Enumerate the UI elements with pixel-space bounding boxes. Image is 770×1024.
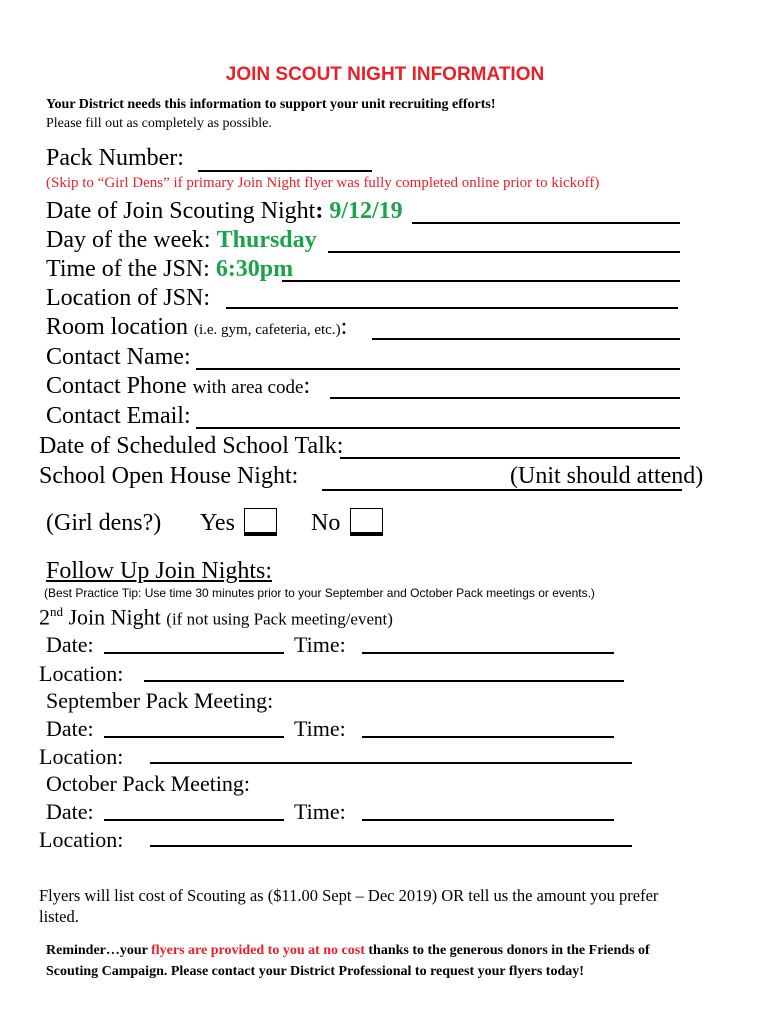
school-talk-field[interactable] [340, 457, 680, 459]
reminder-paragraph: Reminder…your flyers are provided to you at no cost thanks to the generous donors in the Friends of Scouting Campaign. Please contact your District Professional to request your flyers today! [46, 943, 650, 979]
date-jsn-value: 9/12/19 [329, 198, 403, 224]
no-cost-highlight: flyers are provided to you at no cost [151, 943, 365, 958]
contact-name-label: Contact Name: [46, 344, 191, 370]
contact-email-label: Contact Email: [46, 403, 191, 429]
day-label: Day of the week: Thursday [46, 227, 317, 253]
second-location-field[interactable] [144, 680, 624, 682]
sept-location-field[interactable] [150, 762, 632, 764]
september-label: September Pack Meeting: [46, 688, 274, 713]
second-date-field[interactable] [104, 652, 284, 654]
time-field[interactable] [282, 280, 680, 282]
location-field[interactable] [226, 307, 678, 309]
no-label: No [311, 510, 341, 536]
date-jsn-field[interactable] [412, 222, 680, 224]
flyers-paragraph: Flyers will list cost of Scouting as ($11.00 Sept – Dec 2019) OR tell us the amount you prefer listed. [39, 886, 659, 926]
contact-email-field[interactable] [196, 427, 680, 429]
school-talk-label: Date of Scheduled School Talk: [39, 433, 344, 459]
open-house-note: (Unit should attend) [510, 463, 704, 489]
room-field[interactable] [372, 338, 680, 340]
yes-label: Yes [200, 510, 235, 536]
girl-dens-label: (Girl dens?) [46, 510, 162, 536]
second-time-label: Time: [294, 632, 346, 657]
second-time-field[interactable] [362, 652, 614, 654]
time-label: Time of the JSN: 6:30pm [46, 256, 294, 282]
second-date-label: Date: [46, 632, 94, 657]
time-value: 6:30pm [215, 256, 294, 282]
pack-number-field[interactable] [198, 170, 372, 172]
contact-name-field[interactable] [196, 368, 680, 370]
yes-checkbox[interactable] [244, 508, 277, 536]
second-join-night-label: 2nd Join Night (if not using Pack meeting/event) [39, 604, 393, 630]
follow-up-heading: Follow Up Join Nights: [46, 558, 273, 584]
oct-location-label: Location: [39, 827, 124, 852]
open-house-label: School Open House Night: [39, 463, 299, 489]
oct-date-field[interactable] [104, 819, 284, 821]
second-location-label: Location: [39, 661, 124, 686]
date-jsn-label: Date of Join Scouting Night: 9/12/19 [46, 198, 403, 224]
sept-date-field[interactable] [104, 736, 284, 738]
contact-phone-label: Contact Phone with area code: [46, 373, 311, 399]
sept-time-label: Time: [294, 716, 346, 741]
page-title: JOIN SCOUT NIGHT INFORMATION [225, 64, 545, 85]
room-label: Room location (i.e. gym, cafeteria, etc.): [46, 314, 348, 340]
intro-line-1: Your District needs this information to support your unit recruiting efforts! [46, 97, 496, 112]
intro-line-2: Please fill out as completely as possible. [46, 116, 272, 131]
contact-phone-field[interactable] [330, 397, 680, 399]
sept-date-label: Date: [46, 716, 94, 741]
day-value: Thursday [216, 227, 317, 253]
best-practice-tip: (Best Practice Tip: Use time 30 minutes prior to your September and October Pack meetings or events.) [44, 586, 595, 600]
october-label: October Pack Meeting: [46, 771, 251, 796]
no-checkbox[interactable] [350, 508, 383, 536]
sept-location-label: Location: [39, 744, 124, 769]
oct-time-field[interactable] [362, 819, 614, 821]
oct-location-field[interactable] [150, 845, 632, 847]
oct-time-label: Time: [294, 799, 346, 824]
oct-date-label: Date: [46, 799, 94, 824]
day-field[interactable] [328, 251, 680, 253]
location-label: Location of JSN: [46, 285, 210, 311]
skip-note: (Skip to “Girl Dens” if primary Join Night flyer was fully completed online prior to kickoff) [46, 175, 600, 191]
sept-time-field[interactable] [362, 736, 614, 738]
pack-number-label: Pack Number: [46, 145, 184, 171]
